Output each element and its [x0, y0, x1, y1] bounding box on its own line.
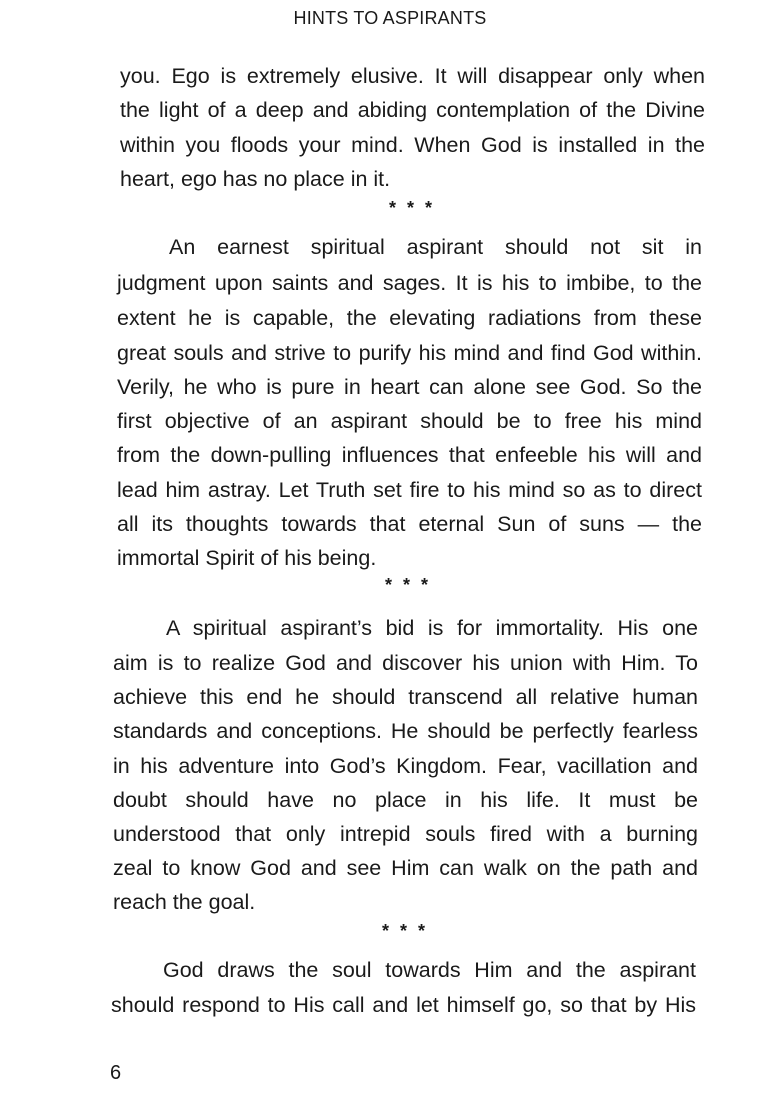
text-line: you. Ego is extremely elusive. It will disappear only when — [120, 64, 705, 88]
text-line: God draws the soul towards Him and the aspirant — [163, 958, 696, 982]
text-line: should respond to His call and let himself go, so that by His — [111, 993, 696, 1017]
text-line: judgment upon saints and sages. It is his to imbibe, to the — [117, 271, 702, 295]
text-line: Verily, he who is pure in heart can alone see God. So the — [117, 375, 702, 399]
section-separator: * * * — [389, 198, 436, 218]
text-line: within you floods your mind. When God is installed in the — [120, 133, 705, 157]
text-line: understood that only intrepid souls fired with a burning — [113, 822, 698, 846]
section-separator: * * * — [382, 921, 429, 941]
text-line: achieve this end he should transcend all relative human — [113, 685, 698, 709]
text-line: from the down-pulling influences that enfeeble his will and — [117, 443, 702, 467]
text-line: immortal Spirit of his being. — [117, 546, 377, 570]
page-number: 6 — [110, 1062, 122, 1084]
text-line: standards and conceptions. He should be perfectly fearless — [113, 719, 698, 743]
text-line: A spiritual aspirant’s bid is for immortality. His one — [166, 616, 698, 640]
text-line: heart, ego has no place in it. — [120, 167, 391, 191]
text-line: doubt should have no place in his life. It must be — [113, 788, 698, 812]
text-line: aim is to realize God and discover his union with Him. To — [113, 651, 698, 675]
running-header: HINTS TO ASPIRANTS — [293, 8, 487, 28]
text-line: the light of a deep and abiding contemplation of the Divine — [120, 98, 705, 122]
text-line: extent he is capable, the elevating radiations from these — [117, 306, 702, 330]
text-line: reach the goal. — [113, 890, 256, 914]
text-line: in his adventure into God’s Kingdom. Fear, vacillation and — [113, 754, 698, 778]
section-separator: * * * — [385, 575, 432, 595]
text-line: zeal to know God and see Him can walk on the path and — [113, 856, 698, 880]
text-line: An earnest spiritual aspirant should not sit in — [169, 235, 702, 259]
text-line: great souls and strive to purify his mind and find God within. — [117, 341, 702, 365]
text-line: lead him astray. Let Truth set fire to his mind so as to direct — [117, 478, 702, 502]
text-line: all its thoughts towards that eternal Sun of suns — the — [117, 512, 702, 536]
text-line: first objective of an aspirant should be to free his mind — [117, 409, 702, 433]
